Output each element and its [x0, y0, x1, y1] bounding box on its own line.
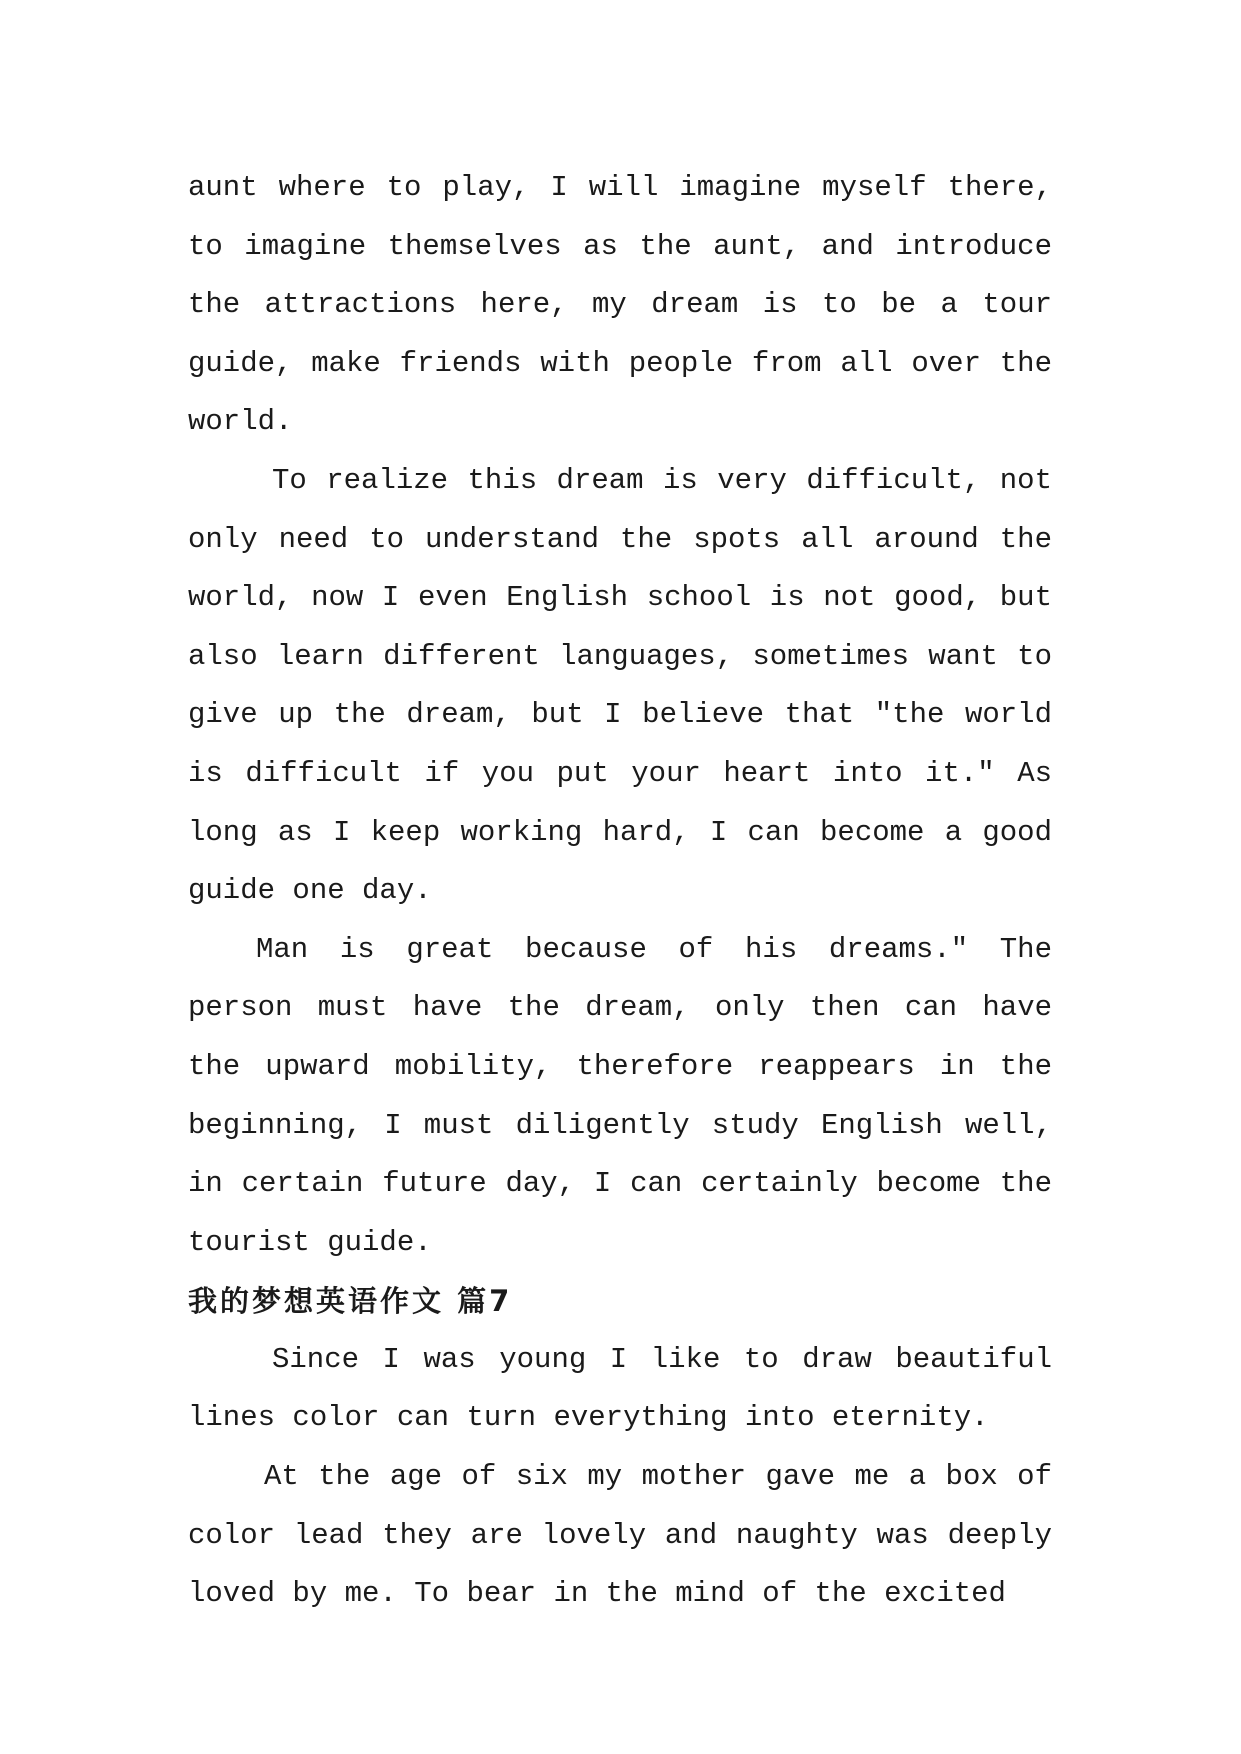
document-body — [188, 159, 1052, 1624]
section-heading: 我的梦想英语作文 篇7 — [188, 1284, 513, 1319]
paragraph-man-is-great: Man is great because of his dreams." The person must have the dream, only then can have the upward mobility, therefore reappears in the beginning, I must diligently study English well, in certain future day, I can certainly become the tourist guide. — [188, 932, 1052, 1259]
paragraph-color-lead: At the age of six my mother gave me a box of color lead they are lovely and naughty was deeply loved by me. To bear in the mind of the excited — [188, 1460, 1052, 1611]
paragraph-dream-difficulty: To realize this dream is very difficult, not only need to understand the spots all around the world, now I even English school is not good, but also learn different languages, sometimes want to give up the dream, but I believe that "the world is difficult if you put your heart into it." As long as I keep working hard, I can become a good guide one day. — [188, 463, 1052, 908]
paragraph-draw-lines: Since I was young I like to draw beautiful lines color can turn everything into eternity. — [188, 1342, 1052, 1435]
paragraph-continuation: aunt where to play, I will imagine myself there, to imagine themselves as the aunt, and introduce the attractions here, my dream is to be a tour guide, make friends with people from all over the world. — [188, 171, 1052, 439]
